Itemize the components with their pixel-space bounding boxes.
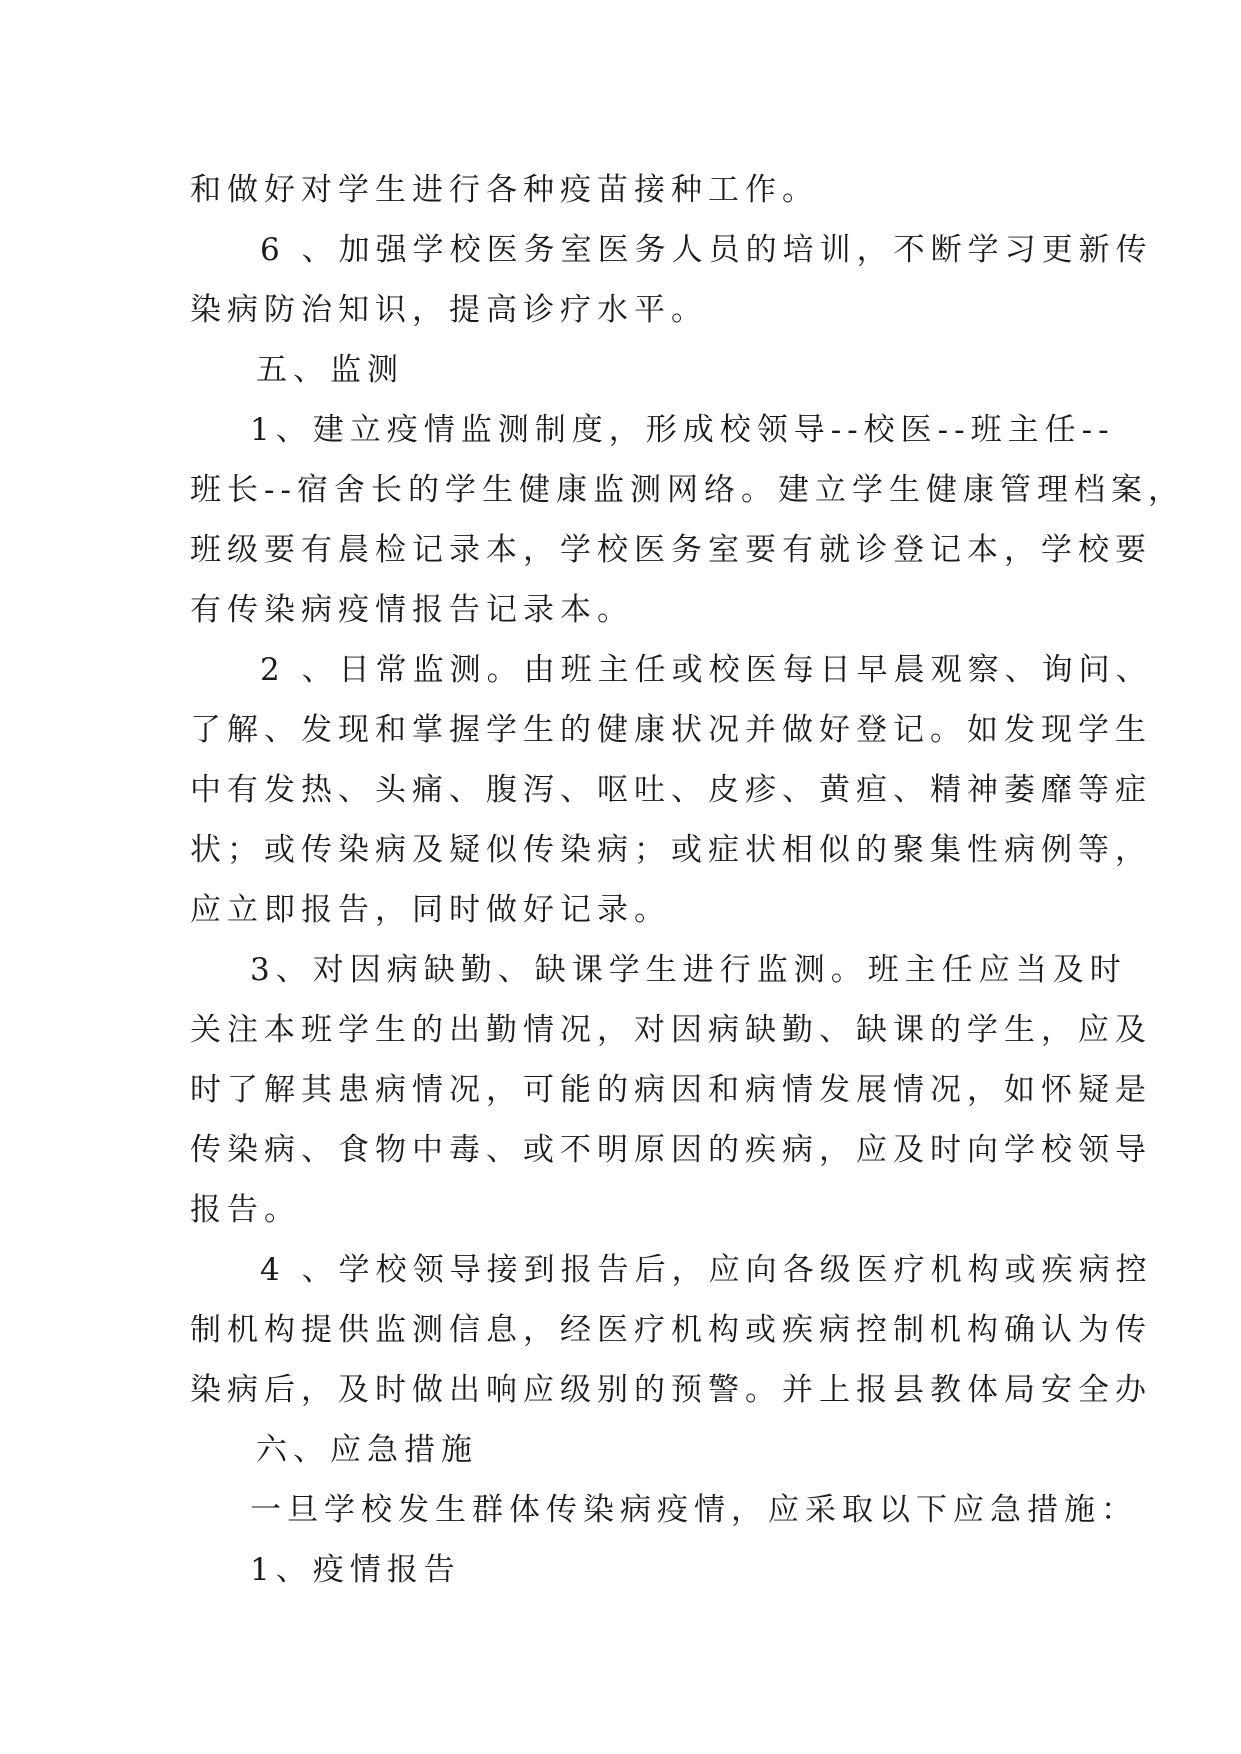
list-item-epidemic-report: 1、疫情报告 bbox=[250, 1552, 461, 1588]
list-item-2-text: 2 、日常监测。由班主任或校医每日早晨观察、询问、 bbox=[260, 652, 1153, 688]
text-line: 传染病、食物中毒、或不明原因的疾病，应及时向学校领导 bbox=[190, 1132, 1152, 1168]
text-line: 中有发热、头痛、腹泻、呕吐、皮疹、黄疸、精神萎靡等症 bbox=[190, 772, 1152, 808]
text-line: 一旦学校发生群体传染病疫情，应采取以下应急措施： bbox=[250, 1492, 1138, 1528]
text-line: 关注本班学生的出勤情况，对因病缺勤、缺课的学生，应及 bbox=[190, 1012, 1152, 1048]
text-line: 有传染病疫情报告记录本。 bbox=[190, 592, 634, 628]
text-line: 制机构提供监测信息，经医疗机构或疾病控制机构确认为传 bbox=[190, 1312, 1152, 1348]
section-heading-monitoring: 五、监测 bbox=[256, 352, 404, 388]
text-line: 状；或传染病及疑似传染病；或症状相似的聚集性病例等， bbox=[190, 832, 1152, 868]
list-item-1-text: 1、建立疫情监测制度，形成校领导--校医--班主任-- bbox=[250, 412, 1115, 448]
text-line: 染病后，及时做出响应级别的预警。并上报县教体局安全办 bbox=[190, 1372, 1152, 1408]
text-line: 班长--宿舍长的学生健康监测网络。建立学生健康管理档案， bbox=[190, 472, 1185, 508]
text-line: 和做好对学生进行各种疫苗接种工作。 bbox=[190, 172, 819, 208]
list-item-3-text: 3、对因病缺勤、缺课学生进行监测。班主任应当及时 bbox=[250, 952, 1127, 988]
section-heading-emergency-measures: 六、应急措施 bbox=[256, 1432, 478, 1468]
text-line: 了解、发现和掌握学生的健康状况并做好登记。如发现学生 bbox=[190, 712, 1152, 748]
text-line: 时了解其患病情况，可能的病因和病情发展情况，如怀疑是 bbox=[190, 1072, 1152, 1108]
text-line: 班级要有晨检记录本，学校医务室要有就诊登记本，学校要 bbox=[190, 532, 1152, 568]
text-line: 报告。 bbox=[190, 1192, 301, 1228]
text-line: 应立即报告，同时做好记录。 bbox=[190, 892, 671, 928]
document-body bbox=[190, 160, 1185, 1600]
text-line: 染病防治知识，提高诊疗水平。 bbox=[190, 292, 708, 328]
list-item-6-text: 6 、加强学校医务室医务人员的培训，不断学习更新传 bbox=[260, 232, 1153, 268]
list-item-4-text: 4 、学校领导接到报告后，应向各级医疗机构或疾病控 bbox=[260, 1252, 1153, 1288]
